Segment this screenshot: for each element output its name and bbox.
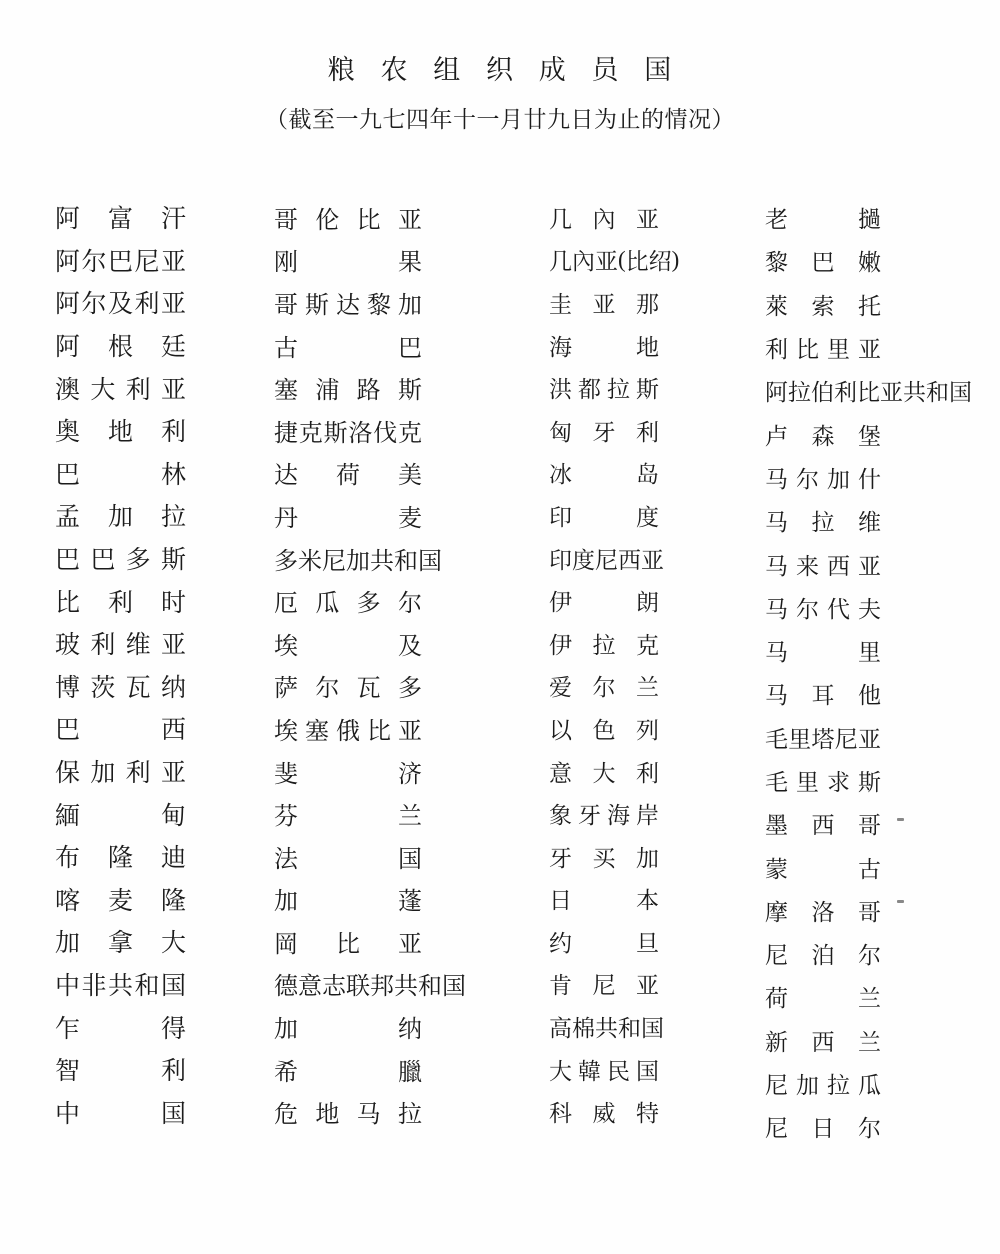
country-name: 危 地 马 拉 <box>274 1102 422 1129</box>
country-name: 布 隆 迪 <box>55 845 186 873</box>
country-name: 毛 里 塔 尼 亚 <box>765 726 881 752</box>
country-name: 多 米 尼 加 共 和 国 <box>274 548 442 575</box>
country-name: 马 拉 维 <box>765 510 881 536</box>
country-name: 智 利 <box>55 1058 186 1086</box>
country-name: 捷 克 斯 洛 伐 克 <box>274 420 422 447</box>
country-name: 马 尔 代 夫 <box>765 596 881 622</box>
country-name: 伊 拉 克 <box>549 632 659 658</box>
country-name: 黎 巴 嫩 <box>765 250 881 276</box>
country-name: 几 內 亚 ( 比 绍 ) <box>549 246 680 275</box>
country-name: 尼 日 尔 <box>765 1116 881 1142</box>
country-name: 刚 果 <box>274 250 422 277</box>
country-name: 中 国 <box>55 1100 186 1128</box>
country-name: 玻 利 维 亚 <box>55 632 186 660</box>
country-name: 印 度 尼 西 亚 <box>549 547 664 573</box>
country-name: 斐 济 <box>274 761 422 788</box>
country-name: 保 加 利 亚 <box>55 760 186 788</box>
country-name: 老 撾 <box>765 207 881 233</box>
country-name: 印 度 <box>549 504 659 530</box>
page-title: 粮 农 组 织 成 员 国 <box>327 55 673 85</box>
country-name: 伊 朗 <box>549 590 659 616</box>
page-subtitle: （截至一九七四年十一月廿九日为止的情况） <box>265 107 735 132</box>
country-name: 加 拿 大 <box>55 930 186 958</box>
country-name: 约 旦 <box>549 930 659 956</box>
country-name: 冰 岛 <box>549 462 659 488</box>
country-name: 荷 兰 <box>765 986 881 1012</box>
country-column-1 <box>55 196 186 1133</box>
country-name: 芬 兰 <box>274 804 422 831</box>
country-name: 肯 尼 亚 <box>549 973 659 999</box>
country-name: 日 本 <box>549 888 659 914</box>
country-name: 高 棉 共 和 国 <box>549 1016 664 1042</box>
country-name: 巴 巴 多 斯 <box>55 547 186 575</box>
country-name: 加 蓬 <box>274 889 422 916</box>
country-name: 尼 加 拉 瓜 <box>765 1073 881 1099</box>
scan-mark <box>897 818 904 821</box>
country-name: 阿 尔 巴 尼 亚 <box>55 248 186 276</box>
country-name: 比 利 时 <box>55 589 186 617</box>
country-name: 哥 斯 达 黎 加 <box>274 292 422 319</box>
country-name: 马 里 <box>765 640 881 666</box>
country-name: 緬 甸 <box>55 802 186 830</box>
country-name: 牙 买 加 <box>549 845 659 871</box>
country-name: 意 大 利 <box>549 760 659 786</box>
country-name: 墨 西 哥 <box>765 813 881 839</box>
country-name: 萨 尔 瓦 多 <box>274 676 422 703</box>
country-name: 希 臘 <box>274 1059 422 1086</box>
country-name: 乍 得 <box>55 1015 186 1043</box>
country-name: 几 內 亚 <box>549 206 659 232</box>
country-name: 马 耳 他 <box>765 683 881 709</box>
country-name: 德 意 志 联 邦 共 和 国 <box>274 974 466 1001</box>
country-name: 阿 根 廷 <box>55 334 186 362</box>
country-name: 达 荷 美 <box>274 463 422 490</box>
country-name: 孟 加 拉 <box>55 504 186 532</box>
country-name: 喀 麦 隆 <box>55 887 186 915</box>
scan-mark <box>897 900 904 903</box>
country-name: 埃 及 <box>274 633 422 660</box>
country-name: 毛 里 求 斯 <box>765 770 881 795</box>
country-name: 阿 富 汗 <box>55 206 186 234</box>
country-name: 阿 尔 及 利 亚 <box>55 291 186 319</box>
country-name: 厄 瓜 多 尔 <box>274 591 422 618</box>
country-name: 蒙 古 <box>765 856 881 882</box>
country-column-3 <box>549 196 680 1133</box>
country-name: 丹 麦 <box>274 505 422 532</box>
country-name: 巴 西 <box>55 717 186 745</box>
country-name: 博 茨 瓦 纳 <box>55 674 186 702</box>
country-name: 阿 拉 伯 利 比 亚 共 和 国 <box>765 380 972 406</box>
country-name: 利 比 里 亚 <box>765 337 881 363</box>
country-name: 澳 大 利 亚 <box>55 376 186 404</box>
country-name: 哥 伦 比 亚 <box>274 207 422 234</box>
country-name: 加 纳 <box>274 1017 422 1044</box>
country-name: 中 非 共 和 国 <box>55 972 186 1000</box>
country-name: 尼 泊 尔 <box>765 943 881 969</box>
country-name: 奥 地 利 <box>55 419 186 447</box>
country-name: 马 来 西 亚 <box>765 553 881 579</box>
country-name: 塞 浦 路 斯 <box>274 378 422 405</box>
country-name: 埃 塞 俄 比 亚 <box>274 718 422 745</box>
country-name: 法 国 <box>274 846 422 873</box>
country-name: 摩 洛 哥 <box>765 899 881 925</box>
country-name: 新 西 兰 <box>765 1029 881 1055</box>
country-name: 洪 都 拉 斯 <box>549 377 659 403</box>
country-name: 科 威 特 <box>549 1101 659 1127</box>
country-name: 海 地 <box>549 334 659 360</box>
country-name: 爱 尔 兰 <box>549 675 659 701</box>
country-name: 巴 林 <box>55 461 186 489</box>
country-column-4 <box>765 196 972 1149</box>
country-name: 大 韓 民 国 <box>549 1058 659 1084</box>
country-name: 以 色 列 <box>549 717 659 743</box>
country-name: 古 巴 <box>274 335 422 362</box>
country-name: 匈 牙 利 <box>549 419 659 445</box>
country-name: 象 牙 海 岸 <box>549 803 659 829</box>
country-column-2 <box>274 196 466 1133</box>
country-name: 卢 森 堡 <box>765 423 881 449</box>
country-name: 萊 索 托 <box>765 293 881 319</box>
country-name: 马 尔 加 什 <box>765 466 881 492</box>
country-name: 圭 亚 那 <box>549 291 659 317</box>
country-name: 岡 比 亚 <box>274 931 422 958</box>
